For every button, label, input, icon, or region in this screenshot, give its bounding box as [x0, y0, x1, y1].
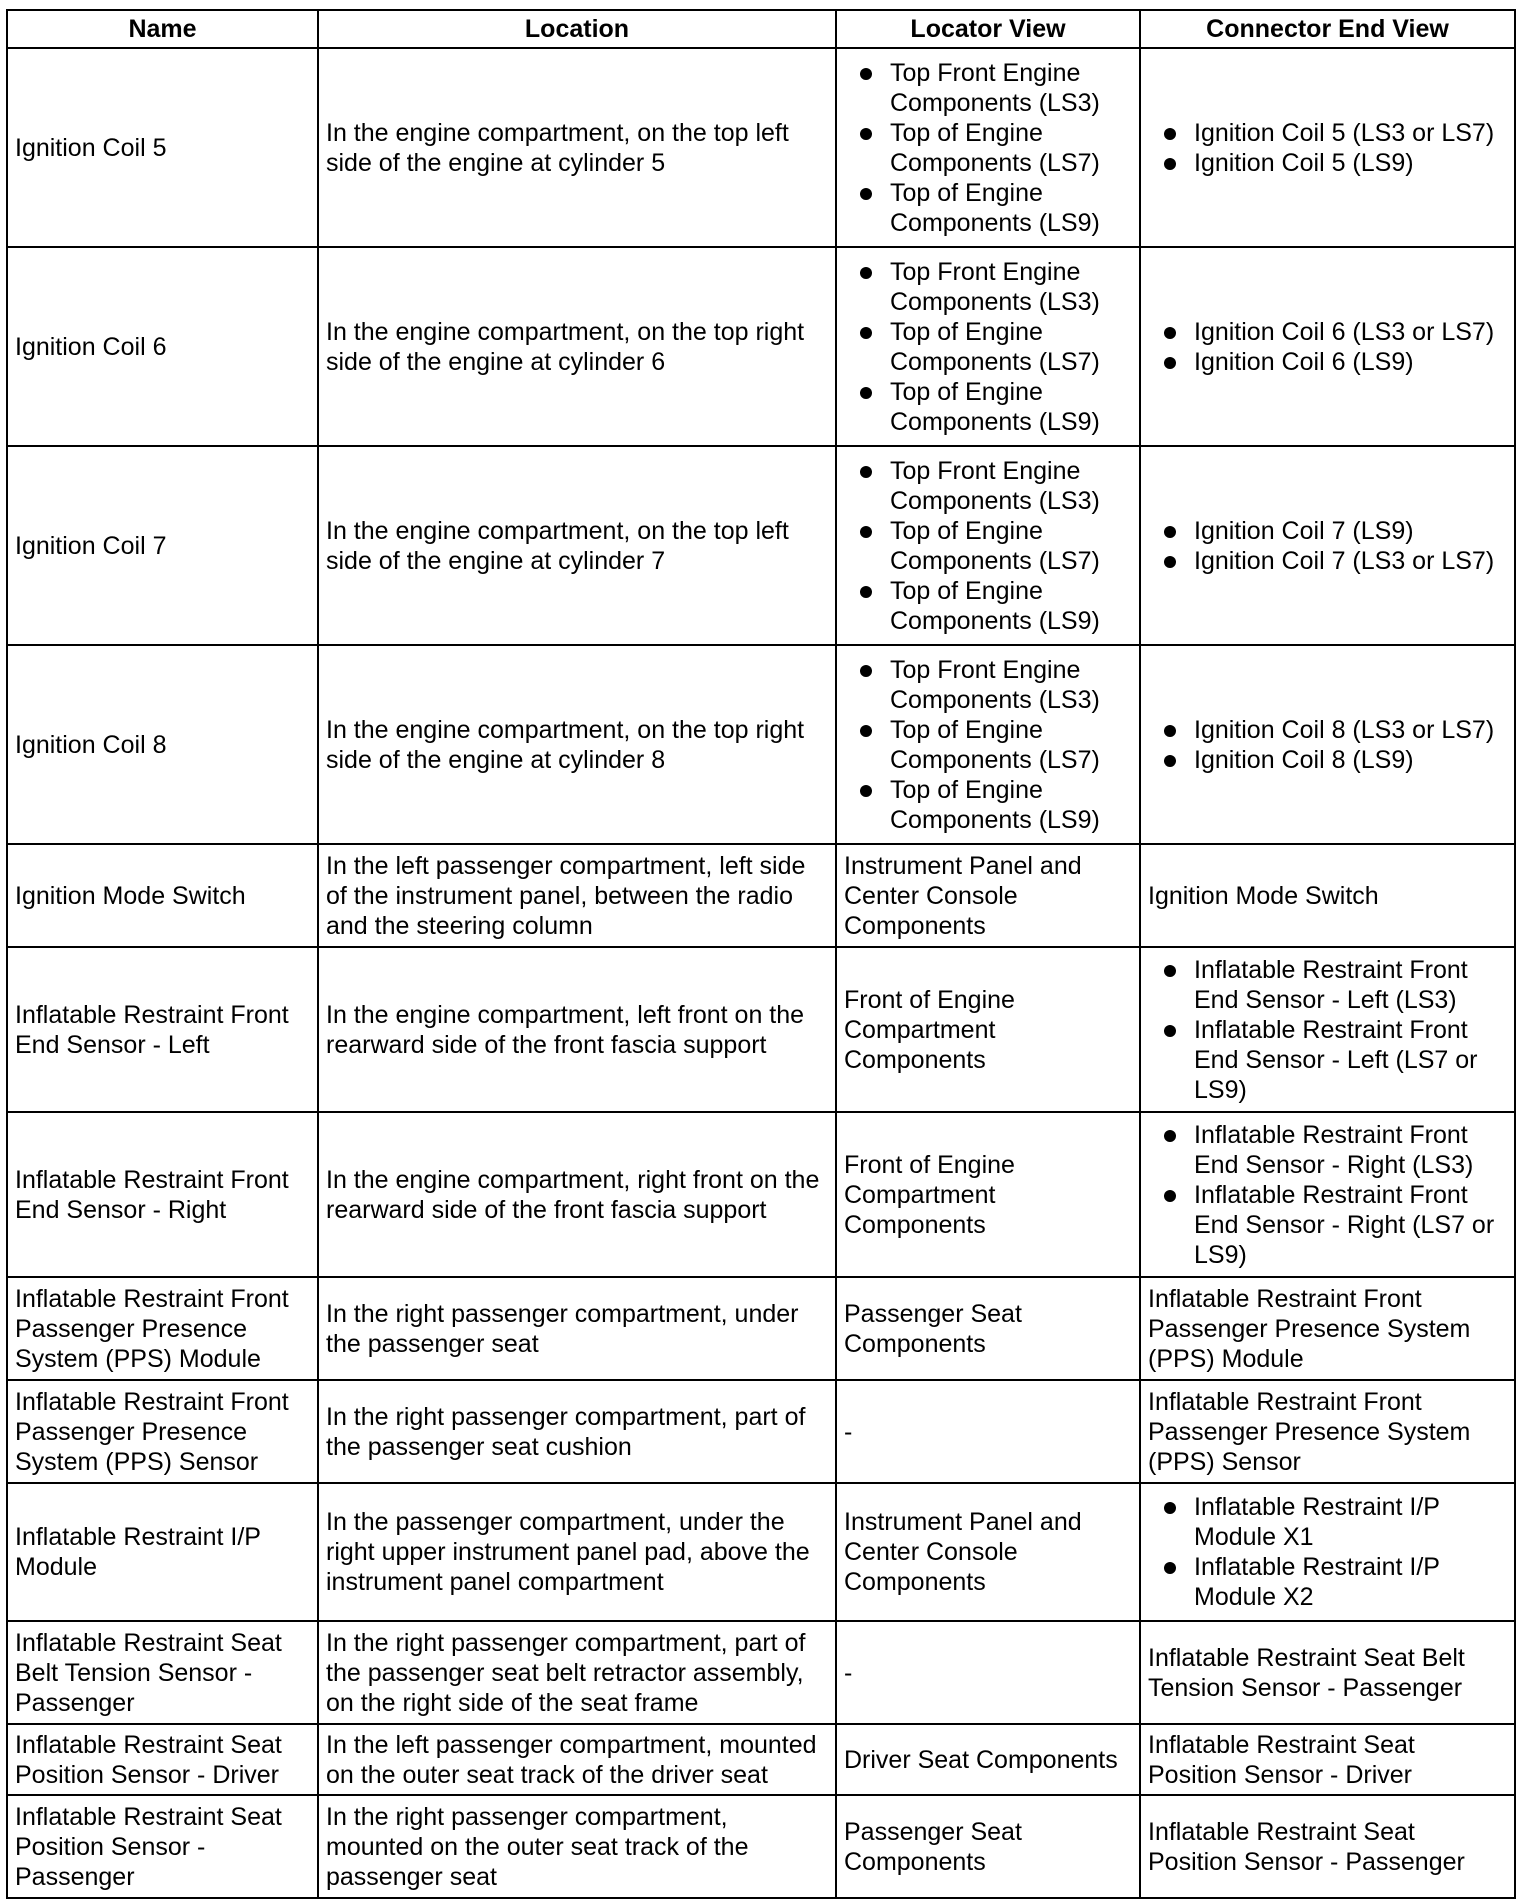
connector-link[interactable]: Ignition Coil 7 (LS9) — [1148, 516, 1507, 546]
locator-link[interactable]: Top Front Engine Components (LS3) — [844, 655, 1132, 715]
cell-location: In the passenger compartment, under the right upper instrument panel pad, above the instrument panel compartment — [318, 1483, 836, 1621]
connector-link[interactable]: Inflatable Restraint Front End Sensor - Left (LS7 or LS9) — [1148, 1015, 1507, 1105]
locator-link[interactable]: Top Front Engine Components (LS3) — [844, 257, 1132, 317]
cell-connector-end-view[interactable]: Inflatable Restraint Front Passenger Presence System (PPS) Sensor — [1140, 1380, 1515, 1483]
connector-link[interactable]: Ignition Coil 6 (LS9) — [1148, 347, 1507, 377]
cell-connector-end-view — [1140, 645, 1515, 844]
table-row — [7, 1277, 1515, 1380]
cell-location: In the left passenger compartment, left side of the instrument panel, between the radio and the steering column — [318, 844, 836, 947]
locator-link[interactable]: Top Front Engine Components (LS3) — [844, 456, 1132, 516]
connector-link[interactable]: Ignition Coil 6 (LS3 or LS7) — [1148, 317, 1507, 347]
connector-list — [1148, 118, 1507, 178]
connector-list — [1148, 1492, 1507, 1612]
header-locator-view: Locator View — [836, 10, 1140, 48]
locator-list — [844, 58, 1132, 238]
cell-connector-end-view — [1140, 1112, 1515, 1277]
locator-list — [844, 257, 1132, 437]
cell-connector-end-view[interactable]: Inflatable Restraint Seat Position Sensor - Driver — [1140, 1724, 1515, 1795]
locator-list — [844, 456, 1132, 636]
cell-locator-view: - — [836, 1621, 1140, 1724]
cell-locator-view[interactable]: Passenger Seat Components — [836, 1795, 1140, 1898]
table-row — [7, 844, 1515, 947]
table-row — [7, 1483, 1515, 1621]
locator-link[interactable]: Top of Engine Components (LS7) — [844, 118, 1132, 178]
cell-location: In the engine compartment, on the top right side of the engine at cylinder 8 — [318, 645, 836, 844]
connector-link[interactable]: Ignition Coil 5 (LS3 or LS7) — [1148, 118, 1507, 148]
cell-locator-view[interactable]: Instrument Panel and Center Console Components — [836, 844, 1140, 947]
table-row — [7, 48, 1515, 247]
cell-name: Inflatable Restraint I/P Module — [7, 1483, 318, 1621]
cell-location: In the right passenger compartment, part of the passenger seat belt retractor assembly, on the right side of the seat frame — [318, 1621, 836, 1724]
table-row — [7, 1621, 1515, 1724]
locator-link[interactable]: Top of Engine Components (LS7) — [844, 715, 1132, 775]
table-row — [7, 247, 1515, 446]
cell-name: Ignition Coil 7 — [7, 446, 318, 645]
cell-location: In the left passenger compartment, mounted on the outer seat track of the driver seat — [318, 1724, 836, 1795]
cell-name: Inflatable Restraint Front End Sensor - Right — [7, 1112, 318, 1277]
locator-link[interactable]: Top Front Engine Components (LS3) — [844, 58, 1132, 118]
cell-connector-end-view[interactable]: Ignition Mode Switch — [1140, 844, 1515, 947]
cell-location: In the engine compartment, on the top right side of the engine at cylinder 6 — [318, 247, 836, 446]
cell-locator-view — [836, 247, 1140, 446]
cell-locator-view[interactable]: Front of Engine Compartment Components — [836, 947, 1140, 1112]
table-row — [7, 947, 1515, 1112]
cell-locator-view[interactable]: Driver Seat Components — [836, 1724, 1140, 1795]
header-location: Location — [318, 10, 836, 48]
locator-link[interactable]: Top of Engine Components (LS9) — [844, 178, 1132, 238]
cell-connector-end-view — [1140, 48, 1515, 247]
connector-link[interactable]: Inflatable Restraint I/P Module X1 — [1148, 1492, 1507, 1552]
cell-connector-end-view — [1140, 947, 1515, 1112]
connector-list — [1148, 1120, 1507, 1270]
cell-name: Inflatable Restraint Seat Belt Tension Sensor - Passenger — [7, 1621, 318, 1724]
cell-name: Inflatable Restraint Seat Position Sensor - Driver — [7, 1724, 318, 1795]
table-row — [7, 1112, 1515, 1277]
locator-link[interactable]: Top of Engine Components (LS9) — [844, 377, 1132, 437]
cell-locator-view — [836, 645, 1140, 844]
cell-connector-end-view[interactable]: Inflatable Restraint Front Passenger Presence System (PPS) Module — [1140, 1277, 1515, 1380]
header-row — [7, 10, 1515, 48]
locator-link[interactable]: Top of Engine Components (LS9) — [844, 775, 1132, 835]
cell-locator-view: - — [836, 1380, 1140, 1483]
cell-locator-view[interactable]: Front of Engine Compartment Components — [836, 1112, 1140, 1277]
cell-name: Inflatable Restraint Seat Position Sensor - Passenger — [7, 1795, 318, 1898]
connector-link[interactable]: Ignition Coil 8 (LS9) — [1148, 745, 1507, 775]
connector-link[interactable]: Ignition Coil 5 (LS9) — [1148, 148, 1507, 178]
connector-link[interactable]: Inflatable Restraint Front End Sensor - Left (LS3) — [1148, 955, 1507, 1015]
cell-name: Ignition Coil 8 — [7, 645, 318, 844]
cell-name: Inflatable Restraint Front Passenger Presence System (PPS) Sensor — [7, 1380, 318, 1483]
cell-locator-view — [836, 446, 1140, 645]
connector-list — [1148, 516, 1507, 576]
cell-locator-view — [836, 48, 1140, 247]
locator-link[interactable]: Top of Engine Components (LS9) — [844, 576, 1132, 636]
cell-name: Ignition Mode Switch — [7, 844, 318, 947]
cell-location: In the right passenger compartment, under the passenger seat — [318, 1277, 836, 1380]
cell-location: In the right passenger compartment, mounted on the outer seat track of the passenger seat — [318, 1795, 836, 1898]
connector-link[interactable]: Inflatable Restraint Front End Sensor - Right (LS7 or LS9) — [1148, 1180, 1507, 1270]
connector-link[interactable]: Ignition Coil 7 (LS3 or LS7) — [1148, 546, 1507, 576]
cell-connector-end-view — [1140, 446, 1515, 645]
table-row — [7, 446, 1515, 645]
cell-location: In the engine compartment, left front on the rearward side of the front fascia support — [318, 947, 836, 1112]
header-connector-end-view: Connector End View — [1140, 10, 1515, 48]
table-row — [7, 1380, 1515, 1483]
cell-location: In the engine compartment, on the top left side of the engine at cylinder 7 — [318, 446, 836, 645]
cell-name: Inflatable Restraint Front Passenger Presence System (PPS) Module — [7, 1277, 318, 1380]
cell-location: In the engine compartment, on the top left side of the engine at cylinder 5 — [318, 48, 836, 247]
connector-link[interactable]: Ignition Coil 8 (LS3 or LS7) — [1148, 715, 1507, 745]
connector-list — [1148, 955, 1507, 1105]
cell-location: In the engine compartment, right front on the rearward side of the front fascia support — [318, 1112, 836, 1277]
cell-name: Ignition Coil 6 — [7, 247, 318, 446]
cell-connector-end-view[interactable]: Inflatable Restraint Seat Position Sensor - Passenger — [1140, 1795, 1515, 1898]
cell-name: Inflatable Restraint Front End Sensor - Left — [7, 947, 318, 1112]
connector-list — [1148, 317, 1507, 377]
locator-list — [844, 655, 1132, 835]
connector-link[interactable]: Inflatable Restraint I/P Module X2 — [1148, 1552, 1507, 1612]
cell-connector-end-view[interactable]: Inflatable Restraint Seat Belt Tension Sensor - Passenger — [1140, 1621, 1515, 1724]
cell-location: In the right passenger compartment, part of the passenger seat cushion — [318, 1380, 836, 1483]
table-row — [7, 1795, 1515, 1898]
cell-locator-view[interactable]: Instrument Panel and Center Console Components — [836, 1483, 1140, 1621]
cell-connector-end-view — [1140, 247, 1515, 446]
table-row — [7, 645, 1515, 844]
cell-name: Ignition Coil 5 — [7, 48, 318, 247]
cell-locator-view[interactable]: Passenger Seat Components — [836, 1277, 1140, 1380]
component-locator-table — [6, 9, 1516, 1899]
cell-connector-end-view — [1140, 1483, 1515, 1621]
connector-list — [1148, 715, 1507, 775]
connector-link[interactable]: Inflatable Restraint Front End Sensor - Right (LS3) — [1148, 1120, 1507, 1180]
header-name: Name — [7, 10, 318, 48]
locator-link[interactable]: Top of Engine Components (LS7) — [844, 317, 1132, 377]
table-row — [7, 1724, 1515, 1795]
locator-link[interactable]: Top of Engine Components (LS7) — [844, 516, 1132, 576]
